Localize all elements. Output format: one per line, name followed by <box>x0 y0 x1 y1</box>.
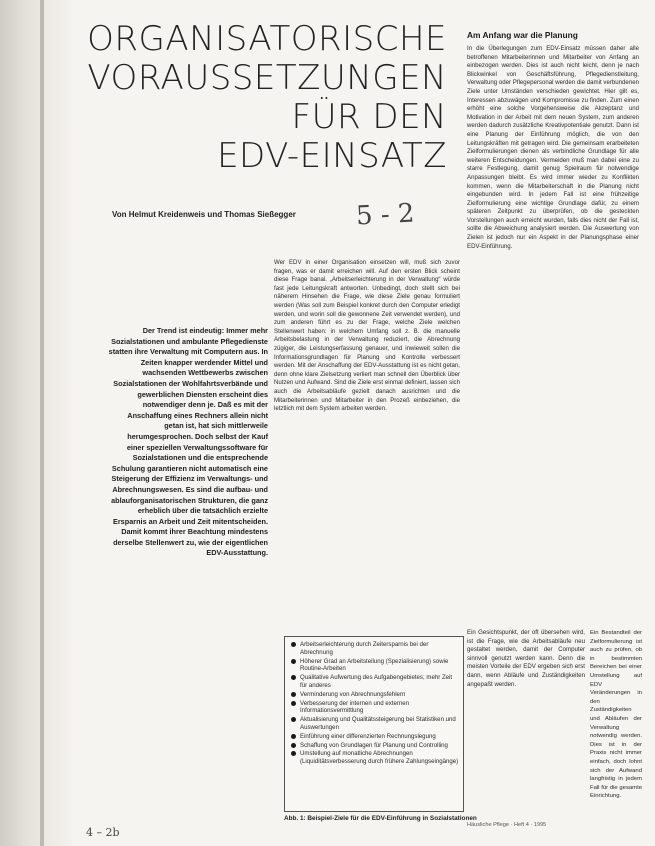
body-column-1: Wer EDV in einer Organisation einsetzen will, muß sich zuvor fragen, was er damit erreichen will. Auf den ersten Blick scheint diese Frage banal. „Arbeitserleichterung in der Verwaltung“ würde fast jede Leitungskraft antworten. Unbedingt, doch stellt sich bei näherem Hinsehen die Frage, wie diese Ziele genau formuliert werden (Was soll zum Beispiel konkret durch den Computer erledigt werden, und worin soll die gewonnene Zeit verwendet werden), und zum anderen führt es zu der Frage, welche Ziele welchen Stellenwert haben: in welchem Umfang soll z. B. die manuelle Arbeitsbelastung in der Verwaltung reduziert, die Abrechnung zügiger, die Leistungserfassung genauer, und inwieweit sollen die Informationsgrundlagen für Planung und Kontrolle verbessert werden. Mit der Anschaffung der EDV-Ausstattung ist es nicht getan, denn ohne klare Zielsetzung verliert man schnell den Überblick über Nutzen und Aufwand. Sind die Ziele erst einmal definiert, lassen sich auch die Arbeitsabläufe gezielt danach ausrichten und die Mitarbeiterinnen und Mitarbeiter in den Prozeß einbeziehen, die letztlich mit dem System arbeiten werden. <box>274 259 460 413</box>
bullet-icon <box>291 717 296 722</box>
body-column-2: In die Überlegungen zum EDV-Einsatz müssen daher alle betroffenen Mitarbeiterinnen und Mitarbeiter von Anfang an einbezogen werden. Dies ist auch nicht leicht, denn je nach Blickwinkel von Geschäftsführung, Pflegedienstleitung, Verwaltung oder Pflegepersonal werden die damit verbundenen Ziele unter Umständen verschieden gewichtet. Hier gilt es, Interessen abzuwägen und Kompromisse zu finden. Zum einen erhöht eine solche Vorgehensweise die Akzeptanz und Motivation in der Arbeit mit dem neuen System, zum anderen werden dadurch zusätzliche Kreativpotentiale genutzt. Dann ist eine Planung der Einführung möglich, die von den Leitungskräften mit getragen wird. Die gemeinsam erarbeiteten Zielformulierungen dienen als verbindliche Grundlage für alle weiteren Entscheidungen. Vermeiden muß man dabei eine zu starre Festlegung, damit genug Spielraum für notwendige Anpassungen bleibt. Es wird immer wieder zu Konflikten kommen, wenn die Mitarbeiterschaft in die Planung nicht eingebunden wird. In jedem Fall ist eine frühzeitige Zielformulierung eine wichtige Grundlage dafür, zu einem späteren Zeitpunkt zu überprüfen, ob die gesteckten Vorstellungen auch erreicht wurden, falls dies nicht der Fall ist, sollte die Abweichung analysiert werden. Die Auswertung von Zielen ist jedoch nur ein Aspekt in der Planungsphase einer EDV-Einführung. <box>467 45 639 250</box>
bullet-icon <box>291 692 296 697</box>
title-line: VORAUSSETZUNGEN <box>87 58 447 98</box>
figure-caption: Abb. 1: Beispiel-Ziele für die EDV-Einführung in Sozialstationen <box>284 815 477 822</box>
page-fold <box>40 0 44 846</box>
goals-box <box>284 636 464 812</box>
body-column-2-continued: Ein Gesichtspunkt, der oft übersehen wird, ist die Frage, wie die Arbeitsabläufe neu gestaltet werden, damit der Computer sinnvoll genutzt werden kann. Denn die meisten Vorteile der EDV ergeben sich erst dann, wenn Abläufe und Zuständigkeiten angepaßt werden. <box>467 629 585 688</box>
list-item: Höherer Grad an Arbeitsteilung (Spezialisierung) sowie Routine-Arbeiten <box>291 658 459 674</box>
list-item: Aktualisierung und Qualitätssteigerung bei Statistiken und Auswertungen <box>291 716 459 732</box>
title-line: EDV-EINSATZ <box>217 136 447 176</box>
body-column-3: Ein Bestandteil der Zielformulierung ist auch zu prüfen, ob in bestimmten Bereichen bei einer Umstellung auf EDV Veränderungen in den Zuständigkeiten und Abläufen der Verwaltung notwendig werden. Dies ist in der Praxis nicht immer einfach, doch lohnt sich der Aufwand langfristig in jedem Fall für die gesamte Einrichtung. <box>590 630 642 800</box>
page-footer: Häusliche Pflege · Heft 4 · 1995 <box>467 822 547 828</box>
list-item: Umstellung auf monatliche Abrechnungen (Liquiditätsverbesserung durch frühere Zahlungseingänge) <box>291 750 459 766</box>
list-item: Qualitative Aufwertung des Aufgabengebietes; mehr Zeit für anderes <box>291 674 459 690</box>
bullet-icon <box>291 675 296 680</box>
bullet-icon <box>291 701 296 706</box>
bullet-icon <box>291 659 296 664</box>
handwritten-note: 5 - 2 <box>355 198 416 232</box>
article-authors: Von Helmut Kreidenweis und Thomas Sießegger <box>112 210 296 219</box>
list-item: Verminderung von Abrechnungsfehlern <box>291 691 459 699</box>
page-number: 4 – 2b <box>86 826 120 839</box>
title-line: ORGANISATORISCHE <box>87 19 447 59</box>
list-item: Arbeitserleichterung durch Zeitersparnis bei der Abrechnung <box>291 641 459 657</box>
goals-list <box>285 637 463 766</box>
bullet-icon <box>291 734 296 739</box>
list-item: Einführung einer differenzierten Rechnungslegung <box>291 733 459 741</box>
bullet-icon <box>291 751 296 756</box>
list-item: Verbesserung der internen und externen Informationsvermittlung <box>291 700 459 716</box>
title-line: FÜR DEN <box>291 97 447 137</box>
binding-gutter <box>0 0 72 846</box>
article-lead: Der Trend ist eindeutig: Immer mehr Sozialstationen und ambulante Pflegedienste statten ihre Verwaltung mit Computern aus. In Zeiten knapper werdender Mittel und wachsenden Wettbewerbs zwischen Sozialstationen der Wohlfahrtsverbände und gewerblichen Diensten erscheint dies notwendiger denn je. Daß es mit der Anschaffung eines Rechners allein nicht getan ist, hat sich mittlerweile herumgesprochen. Doch selbst der Kauf einer speziellen Verwaltungssoftware für Sozialstationen und die entsprechende Schulung garantieren nicht automatisch eine Steigerung der Effizienz im Verwaltungs- und Abrechnungswesen. Es sind die aufbau- und ablauforganisatorischen Strukturen, die ganz erheblich über die tatsächlich erzielte Ersparnis an Arbeit und Zeit mitentscheiden. Damit kommt ihrer Beachtung mindestens derselbe Stellenwert zu, wie der eigentlichen EDV-Ausstattung. <box>108 326 268 558</box>
section-heading: Am Anfang war die Planung <box>467 30 578 40</box>
bullet-icon <box>291 743 296 748</box>
bullet-icon <box>291 642 296 647</box>
list-item: Schaffung von Grundlagen für Planung und Controlling <box>291 742 459 750</box>
article-title <box>87 20 447 176</box>
